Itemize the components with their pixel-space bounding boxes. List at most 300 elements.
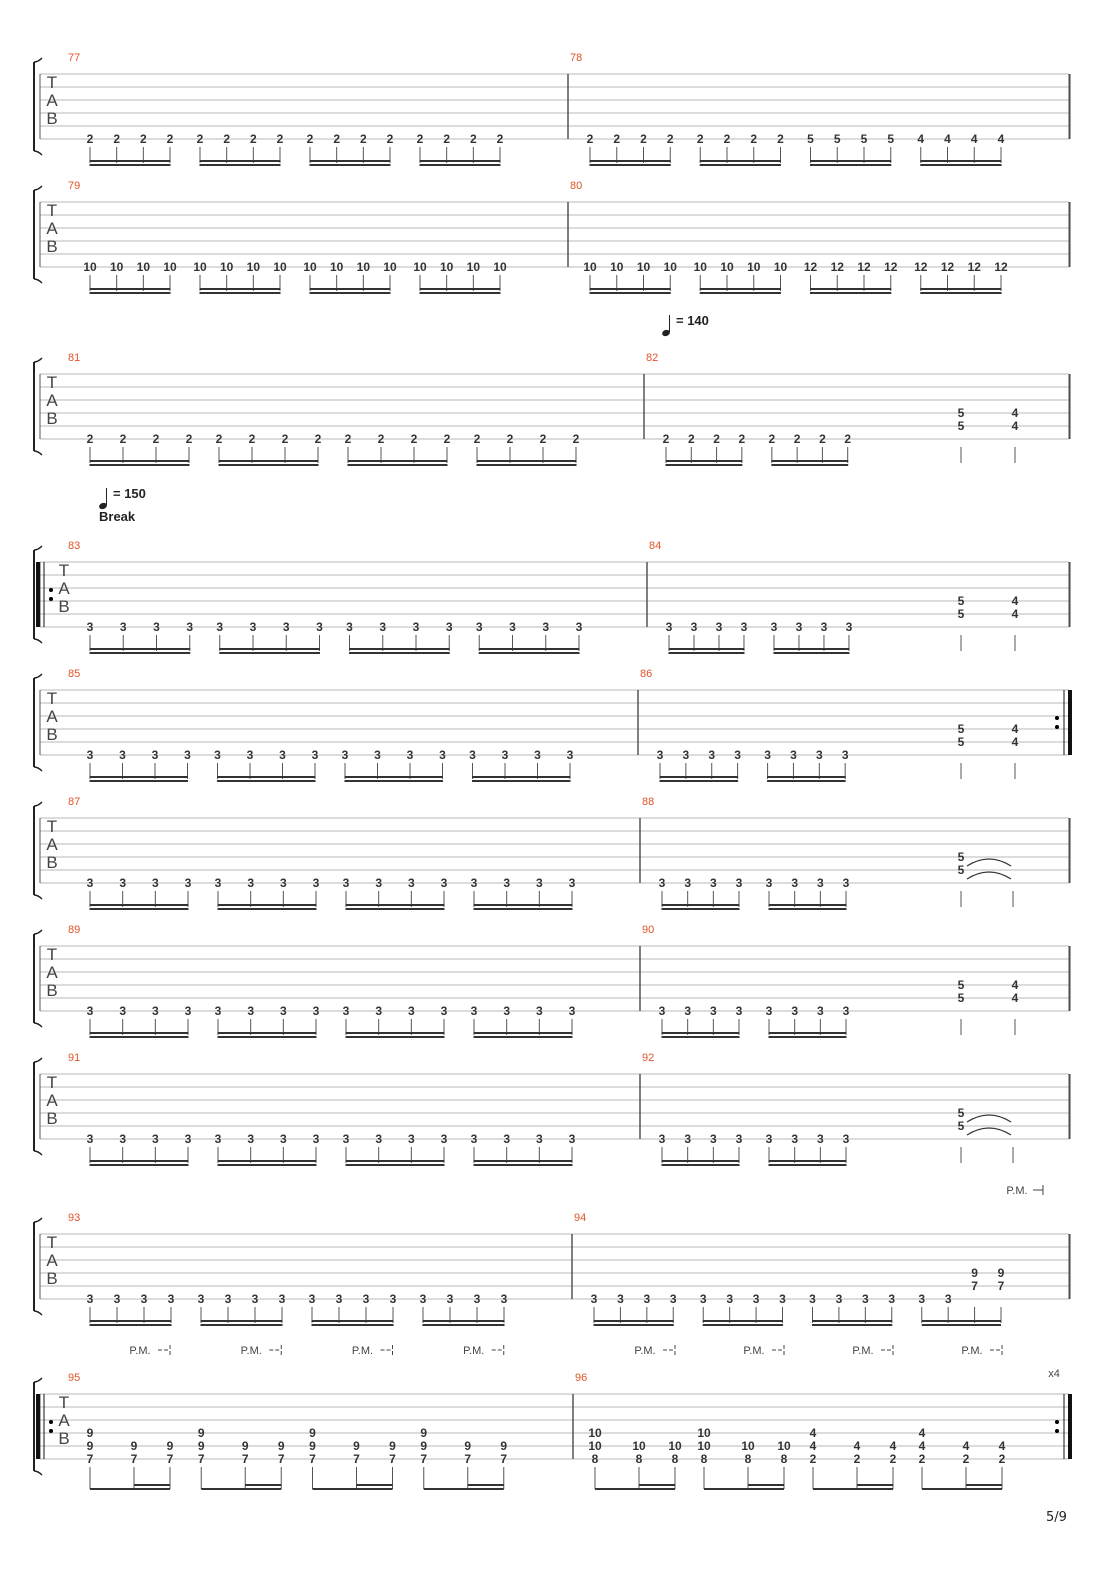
fret-number: 3 [815,748,823,762]
measure-number: 89 [68,924,81,936]
fret-number: 3 [503,876,511,890]
palm-mute-line [492,1345,504,1355]
system-bracket-top [34,930,42,934]
palm-mute-label: P.M. [852,1345,874,1357]
fret-number: 3 [765,876,773,890]
fret-number: 12 [884,260,898,274]
fret-number: 3 [308,1292,316,1306]
chord-fret-number: 9 [277,1439,285,1453]
fret-number: 10 [583,260,597,274]
measure-number: 96 [575,1372,588,1384]
fret-number: 3 [918,1292,926,1306]
fret-number: 3 [764,748,771,762]
fret-number: 12 [967,260,981,274]
fret-number: 2 [86,132,94,146]
fret-number: 3 [86,1004,94,1018]
chord-fret-number: 2 [998,1452,1006,1466]
chord-fret-number: 7 [389,1452,396,1466]
fret-number: 10 [610,260,624,274]
fret-number: 2 [166,132,174,146]
measure-number: 92 [642,1052,655,1064]
fret-number: 3 [842,876,850,890]
tab-clef-letter: A [46,1251,58,1270]
fret-number: 3 [617,1292,624,1306]
palm-mute-line [772,1345,784,1355]
repeat-dot [1055,1429,1059,1433]
fret-number: 2 [185,432,193,446]
chord-fret-number: 4 [1011,594,1019,608]
fret-number: 3 [726,1292,734,1306]
fret-number: 3 [251,1292,259,1306]
chord-fret-number: 5 [957,594,965,608]
tab-clef-letter: A [46,1091,58,1110]
palm-mute-label: P.M. [1006,1185,1028,1197]
palm-mute-line [158,1345,170,1355]
fret-number: 3 [445,620,453,634]
fret-number: 3 [247,876,255,890]
fret-number: 2 [613,132,621,146]
fret-number: 3 [475,620,483,634]
chord-fret-number: 10 [697,1439,711,1453]
fret-number: 3 [311,748,319,762]
chord-fret-number: 9 [86,1439,94,1453]
repeat-dot [1055,725,1059,729]
fret-number: 3 [575,620,583,634]
system-bracket-top [34,186,42,190]
fret-number: 2 [196,132,204,146]
chord-fret-number: 2 [853,1452,861,1466]
fret-number: 3 [542,620,550,634]
chord-fret-number: 7 [997,1279,1005,1293]
fret-number: 3 [86,1292,94,1306]
fret-number: 3 [752,1292,760,1306]
fret-number: 10 [136,260,151,274]
fret-number: 3 [888,1292,896,1306]
chord-fret-number: 10 [777,1439,791,1453]
tab-clef-letter: A [58,579,70,598]
chord-fret-number: 7 [353,1452,360,1466]
chord-fret-number: 9 [86,1426,94,1440]
measure-number: 82 [646,352,659,364]
fret-number: 3 [658,1132,666,1146]
fret-number: 3 [279,876,287,890]
chord-fret-number: 5 [957,991,965,1005]
chord-fret-number: 7 [464,1452,472,1466]
fret-number: 3 [279,1004,287,1018]
fret-number: 10 [693,260,707,274]
fret-number: 2 [377,432,385,446]
fret-number: 2 [572,432,580,446]
section-label-break: Break [99,509,136,524]
fret-number: 3 [216,620,224,634]
chord-fret-number: 10 [668,1439,682,1453]
fret-number: 3 [86,620,94,634]
tab-clef-letter: A [46,835,58,854]
fret-number: 12 [994,260,1008,274]
palm-mute-label: P.M. [129,1345,151,1357]
measure-number: 84 [649,540,662,552]
tempo-marking-150: = 150 [113,486,146,501]
system-bracket-bottom [34,1311,42,1315]
fret-number: 2 [215,432,223,446]
fret-number: 10 [193,260,207,274]
tab-clef-letter: T [46,201,58,220]
fret-number: 10 [439,260,454,274]
fret-number: 2 [666,132,674,146]
fret-number: 3 [86,748,94,762]
chord-fret-number: 2 [918,1452,926,1466]
fret-number: 3 [841,748,849,762]
fret-number: 3 [566,748,574,762]
fret-number: 3 [153,620,160,634]
chord-fret-number: 4 [998,1439,1006,1453]
fret-number: 3 [197,1292,205,1306]
fret-number: 10 [773,260,788,274]
system-bracket-top [34,1378,42,1382]
fret-number: 2 [640,132,647,146]
fret-number: 2 [777,132,784,146]
tab-clef-letter: B [46,109,58,128]
chord-fret-number: 8 [671,1452,679,1466]
fret-number: 3 [342,876,350,890]
fret-number: 3 [735,876,743,890]
fret-number: 12 [914,260,928,274]
fret-number: 3 [151,876,159,890]
palm-mute-line [990,1345,1002,1355]
fret-number: 3 [535,1132,543,1146]
chord-fret-number: 10 [632,1439,646,1453]
chord-fret-number: 10 [741,1439,755,1453]
fret-number: 2 [416,132,424,146]
chord-fret-number: 4 [1011,991,1019,1005]
palm-mute-line [381,1345,393,1355]
tie-arc [967,872,1011,879]
chord-fret-number: 7 [86,1452,94,1466]
palm-mute-line [1033,1185,1043,1195]
chord-fret-number: 8 [744,1452,752,1466]
fret-number: 5 [807,132,814,146]
fret-number: 2 [469,132,477,146]
fret-number: 2 [723,132,731,146]
fret-number: 2 [539,432,547,446]
fret-number: 2 [306,132,314,146]
fret-number: 3 [535,876,543,890]
fret-number: 10 [383,260,397,274]
fret-number: 10 [109,260,124,274]
fret-number: 10 [303,260,317,274]
fret-number: 3 [379,620,387,634]
fret-number: 3 [845,620,853,634]
fret-number: 3 [715,620,723,634]
fret-number: 3 [699,1292,707,1306]
chord-fret-number: 9 [309,1426,316,1440]
fret-number: 3 [312,876,320,890]
tab-clef-letter: A [46,707,58,726]
fret-number: 3 [820,620,828,634]
chord-fret-number: 7 [241,1452,249,1466]
chord-fret-number: 9 [130,1439,138,1453]
fret-number: 3 [439,748,446,762]
palm-mute-label: P.M. [634,1345,656,1357]
fret-number: 3 [665,620,673,634]
fret-number: 10 [720,260,734,274]
fret-number: 3 [835,1292,843,1306]
palm-mute-label: P.M. [351,1345,374,1357]
tab-clef-letter: B [58,1429,70,1448]
fret-number: 10 [219,260,234,274]
tie-arc [967,859,1011,866]
fret-number: 4 [970,132,978,146]
tab-clef-letter: T [46,817,58,836]
chord-fret-number: 9 [997,1266,1005,1280]
fret-number: 3 [765,1132,773,1146]
tab-clef-letter: T [58,561,70,580]
fret-number: 3 [734,748,741,762]
fret-number: 2 [281,432,289,446]
fret-number: 2 [473,432,481,446]
system-bracket-bottom [34,767,42,771]
tie-arc [967,1128,1011,1135]
chord-fret-number: 5 [957,406,965,420]
fret-number: 3 [342,1004,350,1018]
fret-number: 3 [375,1004,383,1018]
fret-number: 12 [803,260,818,274]
fret-number: 3 [113,1292,121,1306]
palm-mute-label: P.M. [743,1345,765,1357]
chord-fret-number: 4 [918,1426,926,1440]
chord-fret-number: 4 [1011,607,1019,621]
chord-fret-number: 4 [809,1439,817,1453]
repeat-dot [1055,1420,1059,1424]
tab-clef-letter: B [46,853,58,872]
fret-number: 3 [735,1132,743,1146]
fret-number: 3 [140,1292,148,1306]
measure-number: 81 [68,352,81,364]
fret-number: 10 [83,260,97,274]
fret-number: 3 [790,748,797,762]
fret-number: 3 [944,1292,952,1306]
fret-number: 2 [386,132,394,146]
fret-number: 12 [940,260,955,274]
fret-number: 3 [809,1292,816,1306]
fret-number: 3 [590,1292,598,1306]
fret-number: 5 [860,132,868,146]
fret-number: 3 [406,748,414,762]
tab-clef-letter: A [46,963,58,982]
system-bracket-bottom [34,279,42,283]
system-bracket-top [34,546,42,550]
measure-number: 78 [570,52,583,64]
fret-number: 3 [861,1292,869,1306]
fret-number: 3 [407,1132,415,1146]
repeat-count: x4 [1048,1368,1060,1380]
chord-fret-number: 5 [957,850,965,864]
fret-number: 2 [793,432,801,446]
fret-number: 2 [443,132,451,146]
fret-number: 3 [247,1132,255,1146]
fret-number: 3 [470,876,478,890]
system-bracket-top [34,1218,42,1222]
fret-number: 3 [389,1292,397,1306]
fret-number: 2 [819,432,826,446]
tab-clef-letter: B [46,981,58,1000]
fret-number: 2 [844,432,852,446]
chord-fret-number: 2 [889,1452,897,1466]
fret-number: 2 [750,132,758,146]
tab-clef-letter: A [46,219,58,238]
tab-clef-letter: T [46,1073,58,1092]
fret-number: 3 [214,1004,222,1018]
system-bracket-top [34,802,42,806]
chord-fret-number: 8 [591,1452,599,1466]
palm-mute-line [663,1345,675,1355]
chord-fret-number: 9 [971,1266,978,1280]
fret-number: 10 [163,260,177,274]
fret-number: 3 [151,748,159,762]
fret-number: 2 [113,132,121,146]
fret-number: 2 [139,132,147,146]
chord-fret-number: 7 [166,1452,174,1466]
fret-number: 3 [316,620,323,634]
fret-number: 10 [246,260,261,274]
fret-number: 3 [362,1292,370,1306]
chord-fret-number: 5 [957,735,965,749]
measure-number: 90 [642,924,655,936]
chord-fret-number: 9 [197,1426,205,1440]
chord-fret-number: 8 [700,1452,708,1466]
chord-fret-number: 5 [957,607,965,621]
fret-number: 3 [342,1132,350,1146]
fret-number: 3 [86,876,94,890]
fret-number: 3 [791,876,799,890]
fret-number: 2 [119,432,127,446]
fret-number: 3 [214,1132,222,1146]
fret-number: 3 [278,1292,286,1306]
chord-fret-number: 9 [309,1439,316,1453]
fret-number: 3 [279,1132,287,1146]
page-number: 5/9 [1046,1510,1067,1525]
fret-number: 10 [329,260,344,274]
measure-number: 79 [68,180,81,192]
fret-number: 3 [690,620,698,634]
fret-number: 3 [682,748,690,762]
fret-number: 3 [214,748,221,762]
fret-number: 2 [506,432,514,446]
measure-number: 91 [68,1052,81,1064]
system-bracket-top [34,674,42,678]
fret-number: 2 [249,132,257,146]
fret-number: 3 [246,748,254,762]
fret-number: 10 [466,260,481,274]
fret-number: 3 [656,748,664,762]
fret-number: 3 [568,876,576,890]
fret-number: 3 [375,876,383,890]
fret-number: 3 [341,748,349,762]
chord-fret-number: 9 [197,1439,205,1453]
palm-mute-label: P.M. [463,1345,485,1357]
fret-number: 3 [470,1004,478,1018]
chord-fret-number: 10 [697,1426,711,1440]
chord-fret-number: 4 [853,1439,861,1453]
measure-number: 86 [640,668,653,680]
tab-clef-letter: B [46,725,58,744]
chord-fret-number: 4 [1011,406,1019,420]
fret-number: 3 [669,1292,677,1306]
chord-fret-number: 5 [957,419,965,433]
fret-number: 2 [713,432,720,446]
fret-number: 2 [223,132,231,146]
tab-clef-letter: T [58,1393,70,1412]
chord-fret-number: 7 [130,1452,138,1466]
tempo-marking-140: = 140 [676,313,709,328]
fret-number: 2 [738,432,746,446]
chord-fret-number: 9 [389,1439,396,1453]
fret-number: 3 [469,748,476,762]
chord-fret-number: 5 [957,978,965,992]
system-bracket-top [34,1058,42,1062]
fret-number: 3 [470,1132,478,1146]
system-bracket-bottom [34,639,42,643]
chord-fret-number: 9 [241,1439,249,1453]
system-bracket-bottom [34,151,42,155]
fret-number: 3 [658,876,666,890]
fret-number: 10 [493,260,507,274]
fret-number: 3 [684,876,692,890]
fret-number: 2 [696,132,704,146]
fret-number: 3 [817,1132,824,1146]
fret-number: 3 [658,1004,666,1018]
fret-number: 3 [214,876,222,890]
tab-clef-letter: B [46,1109,58,1128]
fret-number: 3 [86,1132,94,1146]
fret-number: 3 [708,748,716,762]
fret-number: 3 [375,1132,383,1146]
tab-clef-letter: T [46,1233,58,1252]
fret-number: 3 [779,1292,786,1306]
fret-number: 10 [413,260,427,274]
fret-number: 3 [817,876,824,890]
system-bracket-bottom [34,895,42,899]
chord-fret-number: 10 [588,1426,602,1440]
chord-fret-number: 5 [957,1119,965,1133]
fret-number: 3 [119,748,126,762]
repeat-dot [49,588,53,592]
fret-number: 3 [186,620,194,634]
fret-number: 3 [709,1132,717,1146]
chord-fret-number: 5 [957,863,965,877]
tab-clef-letter: T [46,689,58,708]
tab-clef-letter: B [46,409,58,428]
tab-clef-letter: T [46,945,58,964]
fret-number: 3 [791,1004,799,1018]
palm-mute-line [269,1345,281,1355]
fret-number: 3 [735,1004,743,1018]
fret-number: 3 [765,1004,773,1018]
chord-fret-number: 7 [277,1452,285,1466]
fret-number: 3 [709,1004,717,1018]
fret-number: 3 [440,1004,448,1018]
fret-number: 3 [842,1004,850,1018]
measure-number: 95 [68,1372,81,1384]
fret-number: 3 [151,1004,159,1018]
fret-number: 3 [568,1004,576,1018]
tab-clef-letter: A [58,1411,70,1430]
fret-number: 5 [887,132,895,146]
chord-fret-number: 4 [1011,978,1019,992]
fret-number: 3 [535,1004,543,1018]
chord-fret-number: 9 [420,1439,428,1453]
chord-fret-number: 4 [809,1426,817,1440]
